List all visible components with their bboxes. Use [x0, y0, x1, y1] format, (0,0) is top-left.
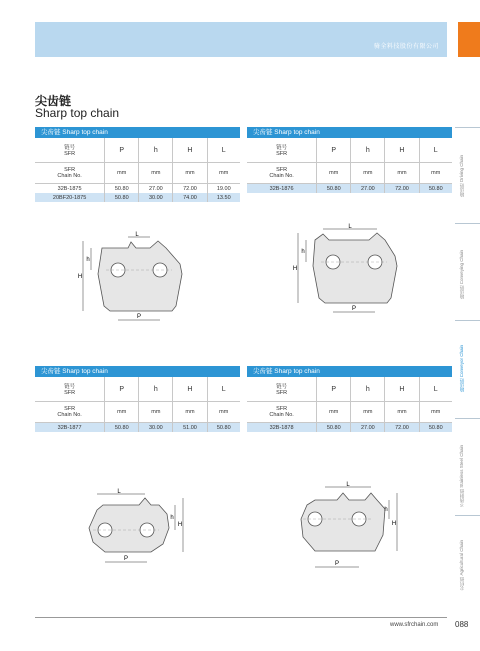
table-row: [35, 184, 240, 194]
unit-p: mm: [317, 402, 351, 423]
table-row: [247, 423, 452, 433]
dim-label-h-big: H: [292, 266, 298, 272]
spec-table-head: 尖齿链 Sharp top chain: [247, 127, 452, 138]
dim-label-l: L: [117, 489, 121, 495]
unit-h-small: mm: [351, 163, 385, 184]
sidebar-divider: [455, 320, 480, 321]
dim-label-h-big: H: [391, 521, 397, 527]
sidebar-item-label-en: Stainless Steel Chain: [459, 445, 464, 488]
link-plate-shape: [313, 233, 397, 303]
unit-sfr: SFR: [276, 406, 288, 412]
unit-l: mm: [207, 402, 240, 423]
sidebar-item-conveyor[interactable]: [459, 345, 475, 392]
col-h-big: H: [385, 377, 419, 402]
col-sfr: SFR: [64, 390, 76, 396]
cell-chain-no: 32B-1877: [35, 423, 105, 433]
company-name: 骑全料技股份有限公司: [373, 44, 439, 50]
col-no-cn: 链号: [276, 384, 288, 390]
unit-l: mm: [419, 402, 452, 423]
dim-label-p: P: [334, 561, 340, 567]
col-h-big: H: [173, 138, 207, 163]
col-sfr: SFR: [276, 151, 288, 157]
col-h-small: h: [351, 138, 385, 163]
dim-label-p: P: [136, 314, 142, 320]
page-number: 088: [455, 620, 469, 629]
cell-l: 50.80: [419, 184, 452, 194]
col-l: L: [419, 377, 452, 402]
cell-h-small: 27.00: [351, 184, 385, 194]
sidebar-divider: [455, 127, 480, 128]
unit-chain-no: Chain No.: [269, 173, 294, 179]
unit-h-big: mm: [385, 402, 419, 423]
col-p: P: [317, 377, 351, 402]
cell-chain-no: 32B-1876: [247, 184, 317, 194]
dim-label-h-big: H: [177, 522, 183, 528]
sidebar-item-label-cn: 不锈钢链: [459, 489, 464, 508]
cell-l: 50.80: [419, 423, 452, 433]
col-l: L: [207, 138, 240, 163]
unit-p: mm: [317, 163, 351, 184]
col-l: L: [207, 377, 240, 402]
sidebar-item-label-cn: 农机链: [459, 576, 464, 591]
dim-label-l: L: [348, 224, 352, 230]
link-plate-shape: [98, 241, 182, 311]
unit-sfr: SFR: [64, 167, 76, 173]
sidebar-divider: [455, 223, 480, 224]
unit-h-small: mm: [139, 163, 173, 184]
pin-hole: [140, 523, 154, 537]
footer-rule: [35, 617, 447, 618]
page-title-en: Sharp top chain: [35, 106, 120, 120]
cell-h-small: 30.00: [139, 423, 173, 433]
pin-hole: [368, 255, 382, 269]
sidebar-item-label-cn: 输送链: [459, 183, 464, 197]
dim-label-h-small: h: [170, 515, 174, 521]
cell-chain-no: 20BF20-1875: [35, 193, 105, 202]
cell-h-big: 72.00: [385, 423, 419, 433]
cell-p: 50.80: [317, 184, 351, 194]
sidebar-item-conveying[interactable]: [459, 250, 475, 299]
table-row: [35, 423, 240, 433]
unit-h-big: mm: [173, 163, 207, 184]
col-sfr: SFR: [64, 151, 76, 157]
footer-url[interactable]: www.sfrchain.com: [390, 622, 439, 628]
sidebar-item-label-en: Driving Chain: [459, 155, 464, 183]
chain-link-diagram-1: [70, 228, 200, 328]
unit-chain-no: Chain No.: [57, 173, 82, 179]
page-title-cn: 尖齿链: [35, 94, 72, 108]
unit-chain-no: Chain No.: [57, 412, 82, 418]
chain-link-diagram-3: [75, 480, 205, 580]
sidebar-item-driving[interactable]: [459, 155, 475, 197]
pin-hole: [153, 263, 167, 277]
col-h-small: h: [351, 377, 385, 402]
spec-table-head: 尖齿链 Sharp top chain: [35, 127, 240, 138]
col-h-small: h: [139, 138, 173, 163]
dim-label-h-small: h: [301, 249, 305, 255]
table-row: [35, 193, 240, 202]
unit-p: mm: [105, 163, 139, 184]
cell-h-small: 30.00: [139, 193, 173, 202]
header-band: [35, 22, 447, 57]
cell-l: 50.80: [207, 423, 240, 433]
cell-h-big: 74.00: [173, 193, 207, 202]
col-no-cn: 链号: [276, 145, 288, 151]
sidebar-item-stainless[interactable]: [459, 445, 475, 507]
unit-l: mm: [419, 163, 452, 184]
cell-p: 50.80: [105, 423, 139, 433]
sidebar-divider: [455, 515, 480, 516]
sidebar-item-agricultural[interactable]: [459, 540, 475, 590]
cell-h-big: 72.00: [385, 184, 419, 194]
col-p: P: [105, 377, 139, 402]
unit-h-small: mm: [139, 402, 173, 423]
sidebar-item-label-en: Conveying Chain: [459, 250, 464, 285]
col-h-big: H: [173, 377, 207, 402]
col-p: P: [317, 138, 351, 163]
dim-label-h-big: H: [77, 274, 83, 280]
spec-table-3: [35, 366, 240, 432]
col-no-cn: 链号: [64, 384, 76, 390]
dim-label-h-small: h: [86, 257, 90, 263]
cell-h-big: 72.00: [173, 184, 207, 194]
cell-p: 50.80: [105, 184, 139, 194]
dim-label-l: L: [346, 482, 350, 488]
spec-table-head: 尖齿链 Sharp top chain: [247, 366, 452, 377]
chain-link-diagram-2: [285, 220, 415, 320]
col-p: P: [105, 138, 139, 163]
chain-link-diagram-4: [285, 475, 415, 575]
unit-h-small: mm: [351, 402, 385, 423]
cell-chain-no: 32B-1878: [247, 423, 317, 433]
unit-sfr: SFR: [64, 406, 76, 412]
col-l: L: [419, 138, 452, 163]
cell-h-small: 27.00: [351, 423, 385, 433]
dim-label-l: L: [135, 232, 139, 238]
sidebar-item-label-cn: 输送链: [459, 285, 464, 300]
unit-sfr: SFR: [276, 167, 288, 173]
sidebar-item-label-en: Conveyor Chain: [459, 345, 464, 378]
unit-l: mm: [207, 163, 240, 184]
col-h-small: h: [139, 377, 173, 402]
col-sfr: SFR: [276, 390, 288, 396]
unit-h-big: mm: [385, 163, 419, 184]
unit-chain-no: Chain No.: [269, 412, 294, 418]
spec-table-4: [247, 366, 452, 432]
cell-h-big: 51.00: [173, 423, 207, 433]
unit-p: mm: [105, 402, 139, 423]
unit-h-big: mm: [173, 402, 207, 423]
spec-table-head: 尖齿链 Sharp top chain: [35, 366, 240, 377]
col-h-big: H: [385, 138, 419, 163]
cell-p: 50.80: [317, 423, 351, 433]
spec-table-2: [247, 127, 452, 193]
cell-chain-no: 32B-1875: [57, 185, 82, 192]
section-tab: [458, 22, 480, 57]
sidebar-item-label-cn: 输送链: [459, 378, 464, 393]
dim-label-p: P: [351, 306, 357, 312]
table-row: [247, 184, 452, 194]
dim-label-h-small: h: [384, 507, 388, 513]
cell-h-small: 27.00: [139, 184, 173, 194]
sidebar-item-label-en: Agricultural Chain: [459, 540, 464, 576]
spec-table-1: [35, 127, 240, 202]
sidebar-divider: [455, 418, 480, 419]
cell-l: 13.50: [207, 193, 240, 202]
col-no-cn: 链号: [64, 145, 76, 151]
cell-p: 50.80: [105, 193, 139, 202]
dim-label-p: P: [123, 556, 129, 562]
cell-l: 19.00: [207, 184, 240, 194]
